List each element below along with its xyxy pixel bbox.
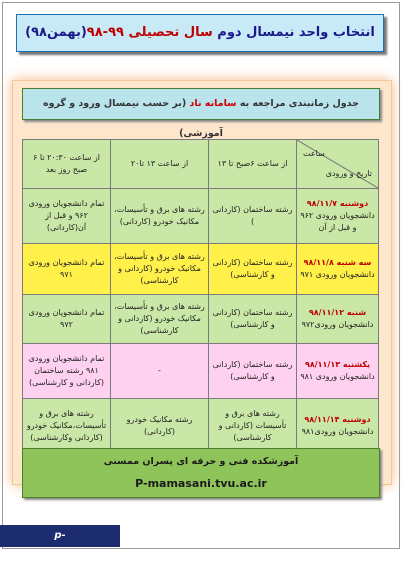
- table-row: [23, 344, 379, 399]
- date-label: دوشنبه ۹۸/۱۱/۷: [306, 199, 369, 208]
- header-slot3: از ساعت ۲۰:۳۰ تا ۶ صبح روز بعد: [23, 140, 111, 189]
- slot3-cell: رشته های برق و تأسیسات،مکانیک خودرو (کاردانی وکارشناسی): [23, 399, 111, 454]
- slot2-cell: رشته مکانیک خودرو (کاردانی): [111, 399, 209, 454]
- date-label: یکشنبه ۹۸/۱۱/۱۳: [304, 360, 371, 369]
- entry-label: دانشجویان ورودی ۹۷۱: [300, 270, 375, 279]
- entry-label: دانشجویان ورودی ۹۸۱: [300, 372, 375, 381]
- poster-title: [16, 14, 384, 52]
- table-row: [23, 244, 379, 295]
- schedule-table: [22, 139, 379, 454]
- slot2-cell: -: [111, 344, 209, 399]
- date-label: دوشنبه ۹۸/۱۱/۱۴: [304, 415, 371, 424]
- table-row: [23, 189, 379, 244]
- date-label: سه شنبه ۹۸/۱۱/۸: [303, 258, 372, 267]
- title-part1: انتخاب واحد نیمسال دوم: [212, 25, 375, 40]
- entry-label: دانشجویان ورودی ۹۶۲ و قبل از آن: [300, 211, 375, 232]
- institute-website[interactable]: P-mamasani.tvu.ac.ir: [135, 477, 267, 490]
- corner-cell: [297, 140, 379, 189]
- corner-bottom-label: تاریخ و ورودی: [325, 169, 372, 178]
- table-header-row: [23, 140, 379, 189]
- title-part3: (بهمن۹۸): [25, 25, 87, 40]
- table-row: [23, 295, 379, 344]
- slot1-cell: رشته ساختمان (کاردانی و کارشناسی): [209, 344, 297, 399]
- slot2-cell: رشته های برق و تأسیسات، مکانیک خودرو (کاردانی و کارشناسی): [111, 244, 209, 295]
- slot1-cell: رشته ساختمان (کاردانی و کارشناسی): [209, 295, 297, 344]
- table-row: [23, 399, 379, 454]
- site-watermark-badge: p-mamasani.nus.ac.ir: [0, 525, 120, 547]
- corner-top-label: ساعت: [303, 149, 325, 158]
- slot2-cell: رشته های برق و تأسیسات، مکانیک خودرو (کاردانی و کارشناسی): [111, 295, 209, 344]
- slot1-cell: رشته ساختمان (کاردانی ): [209, 189, 297, 244]
- slot2-cell: رشته های برق و تأسیسات، مکانیک خودرو (کاردانی): [111, 189, 209, 244]
- entry-label: دانشجویان ورودی۹۸۱: [301, 427, 374, 436]
- header-slot2: از ساعت ۱۳ تا۲۰: [111, 140, 209, 189]
- institute-name: آموزشکده فنی و حرفه ای پسران ممسنی: [103, 456, 299, 467]
- date-cell: [297, 244, 379, 295]
- date-cell: [297, 399, 379, 454]
- date-cell: [297, 189, 379, 244]
- header-slot1: از ساعت ۶صبح تا ۱۳: [209, 140, 297, 189]
- schedule-subtitle: [22, 88, 380, 139]
- slot3-cell: تمام دانشجویان ورودی ۹۷۱: [23, 244, 111, 295]
- slot1-cell: رشته ساختمان (کاردانی و کارشناسی): [209, 244, 297, 295]
- slot3-cell: تمام دانشجویان ورودی ۹۶۲ و قبل از آن(کاردانی): [23, 189, 111, 244]
- subtitle-red: سامانه ناد: [189, 98, 237, 109]
- subtitle-part1: جدول زمانبندی مراجعه به: [236, 98, 360, 109]
- date-label: شنبه ۹۸/۱۱/۱۲: [308, 308, 367, 317]
- slot1-cell: رشته های برق و تأسیسات (کاردانی و کارشناسی): [209, 399, 297, 454]
- slot3-cell: تمام دانشجویان ورودی ۹۸۱ رشته ساختمان (کاردانی و کارشناسی): [23, 344, 111, 399]
- date-cell: [297, 295, 379, 344]
- institute-footer: [22, 448, 380, 498]
- date-cell: [297, 344, 379, 399]
- slot3-cell: تمام دانشجویان ورودی ۹۷۲: [23, 295, 111, 344]
- subtitle-part2: (بر حسب نیمسال ورود و گروه آموزشی): [42, 98, 223, 139]
- entry-label: دانشجویان ورودی۹۷۲: [301, 320, 374, 329]
- title-part2: سال تحصیلی ۹۹-۹۸: [86, 25, 213, 40]
